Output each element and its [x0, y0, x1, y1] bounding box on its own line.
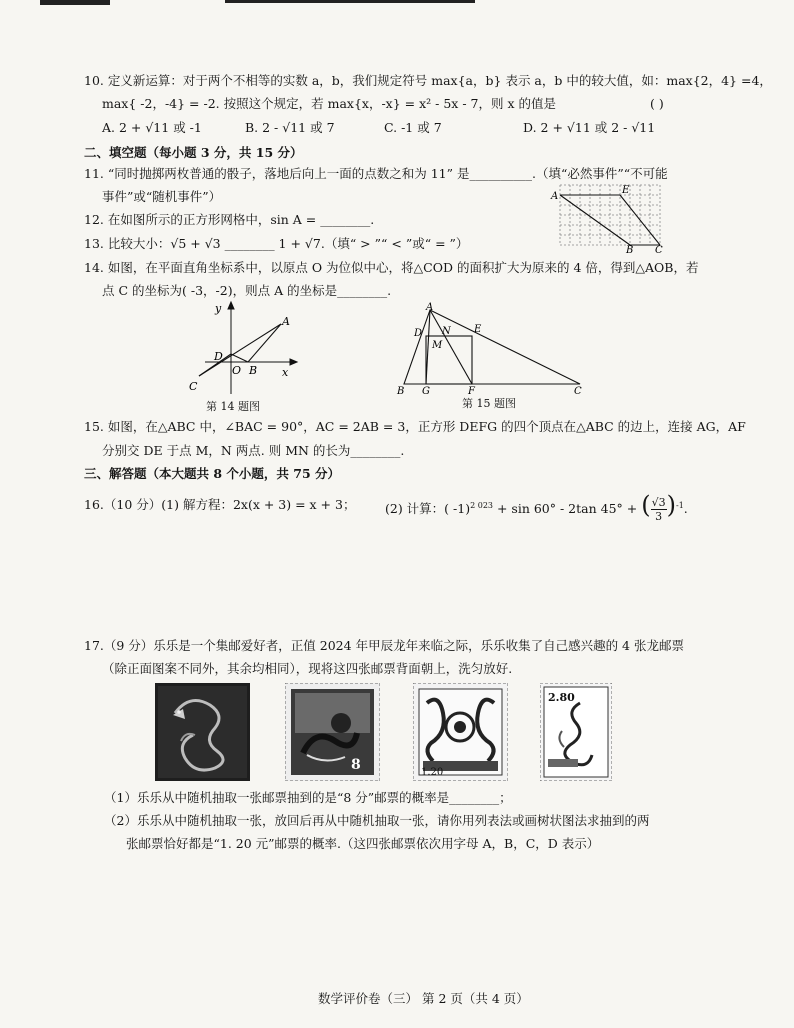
fig14-label-y: y: [215, 302, 222, 315]
stamp-d-value: 2.80: [548, 691, 575, 704]
q14-line1: 14. 如图，在平面直角坐标系中，以原点 O 为位似中心，将△COD 的面积扩大为原来的 4 倍，得到△AOB，若: [84, 260, 699, 275]
q16-paren-right: ): [666, 491, 676, 519]
fig14-label-b: B: [249, 364, 258, 377]
q12-text: 12. 在如图所示的正方形网格中，sin A = ________.: [84, 212, 375, 227]
fig15-label-f: F: [468, 386, 475, 396]
q10-answer-bracket: ( ): [650, 96, 664, 111]
q10-line2: max{ -2，-4} = -2. 按照这个规定，若 max{x，-x} = x² - 5x - 7，则 x 的值是: [102, 96, 556, 111]
q14-line2: 点 C 的坐标为( -3，-2)，则点 A 的坐标是________.: [102, 283, 392, 298]
q16-fraction: [651, 496, 667, 523]
q10-option-a: A. 2 + √11 或 -1: [102, 120, 202, 135]
q16-part2-mid: + sin 60° - 2tan 45° +: [493, 501, 642, 516]
fig14-label-c: C: [189, 380, 198, 393]
q16-part2-prefix: (2) 计算：( -1): [385, 501, 471, 516]
q10-option-c: C. -1 或 7: [384, 120, 442, 135]
q15-line2: 分别交 DE 于点 M，N 两点. 则 MN 的长为________.: [102, 443, 405, 458]
fig15-label-d: D: [414, 328, 423, 339]
page-footer: 数学评价卷（三） 第 2 页（共 4 页）: [318, 991, 529, 1006]
fig15-label-b: B: [397, 386, 405, 396]
q17-sub1: （1）乐乐从中随机抽取一张邮票抽到的是“8 分”邮票的概率是________；: [104, 790, 512, 805]
q16-frac-denominator: 3: [655, 510, 663, 523]
q11-line2: 事件”或“随机事件”）: [102, 189, 222, 204]
grid-label-e: E: [622, 185, 630, 196]
grid-label-b: B: [626, 245, 634, 253]
q16-frac-numerator: √3: [651, 496, 666, 509]
stamp-a-dragon-image: [155, 683, 250, 781]
fig15-triangle-figure: [392, 302, 592, 396]
q17-sub2-line2: 张邮票恰好都是“1. 20 元”邮票的概率.（这四张邮票依次用字母 A，B，C，D 表示）: [126, 836, 600, 851]
grid-label-c: C: [655, 245, 663, 253]
stamp-d-dragon-image: [540, 683, 612, 781]
q17-sub2-line1: （2）乐乐从中随机抽取一张，放回后再从中随机抽取一张，请你用列表法或画树状图法求抽到的两: [104, 813, 650, 828]
stamp-b-value: 8: [351, 757, 361, 773]
q15-line1: 15. 如图，在△ABC 中，∠BAC = 90°，AC = 2AB = 3，正方形 DEFG 的四个顶点在△ABC 的边上，连接 AG，AF: [84, 419, 746, 434]
fig14-coordinate-plot: [185, 298, 305, 400]
fig15-label-e: E: [474, 324, 482, 335]
fig14-label-d: D: [214, 350, 223, 363]
fig15-caption: 第 15 题图: [462, 397, 516, 410]
q16-part2-end: .: [683, 501, 688, 516]
q16-part2: [385, 488, 688, 526]
stamp-c-dragon-image: [413, 683, 508, 781]
fig14-label-a: A: [282, 315, 290, 328]
q16-part1: 16.（10 分）(1) 解方程：2x(x + 3) = x + 3；: [84, 497, 356, 512]
scan-edge-right: [225, 0, 475, 3]
q10-option-d: D. 2 + √11 或 2 - √11: [523, 120, 656, 135]
q17-line1: 17.（9 分）乐乐是一个集邮爱好者，正值 2024 年甲辰龙年来临之际，乐乐收集了自己感兴趣的 4 张龙邮票: [84, 638, 684, 653]
q11-line1: 11. “同时抛掷两枚普通的骰子，落地后向上一面的点数之和为 11” 是__________.（填“必然事件”“不可能: [84, 166, 668, 181]
fig15-label-a: A: [426, 302, 434, 313]
fig14-label-o: O: [232, 364, 242, 377]
stamp-c-value: 1.20: [421, 767, 444, 778]
q17-line2: （除正面图案不同外，其余均相同），现将这四张邮票背面朝上，洗匀放好.: [102, 661, 513, 676]
q10-option-b: B. 2 - √11 或 7: [245, 120, 335, 135]
section2-heading: 二、填空题（每小题 3 分，共 15 分）: [84, 145, 303, 160]
fig15-label-c: C: [574, 386, 582, 396]
fig14-caption: 第 14 题图: [206, 400, 260, 413]
fig15-label-n: N: [442, 326, 451, 337]
q13-text: 13. 比较大小：√5 + √3 ________ 1 + √7.（填“ > ”“ < ”或“ = ”）: [84, 236, 469, 251]
q16-exponent-2023: 2 023: [470, 500, 493, 510]
section3-heading: 三、解答题（本大题共 8 个小题，共 75 分）: [84, 466, 341, 481]
q12-grid-figure: [550, 183, 670, 253]
q16-paren-left: (: [641, 491, 651, 519]
q10-line1: 10. 定义新运算：对于两个不相等的实数 a，b，我们规定符号 max{a，b} 表示 a，b 中的较大值，如：max{2，4} =4，: [84, 73, 772, 88]
scan-edge-left: [40, 0, 110, 5]
stamp-b-dragon-image: [285, 683, 380, 781]
fig14-label-x: x: [282, 366, 289, 379]
grid-label-a: A: [551, 191, 559, 202]
fig15-label-g: G: [422, 386, 430, 396]
q16-exponent-neg1: -1: [675, 500, 684, 510]
fig15-label-m: M: [432, 340, 443, 351]
